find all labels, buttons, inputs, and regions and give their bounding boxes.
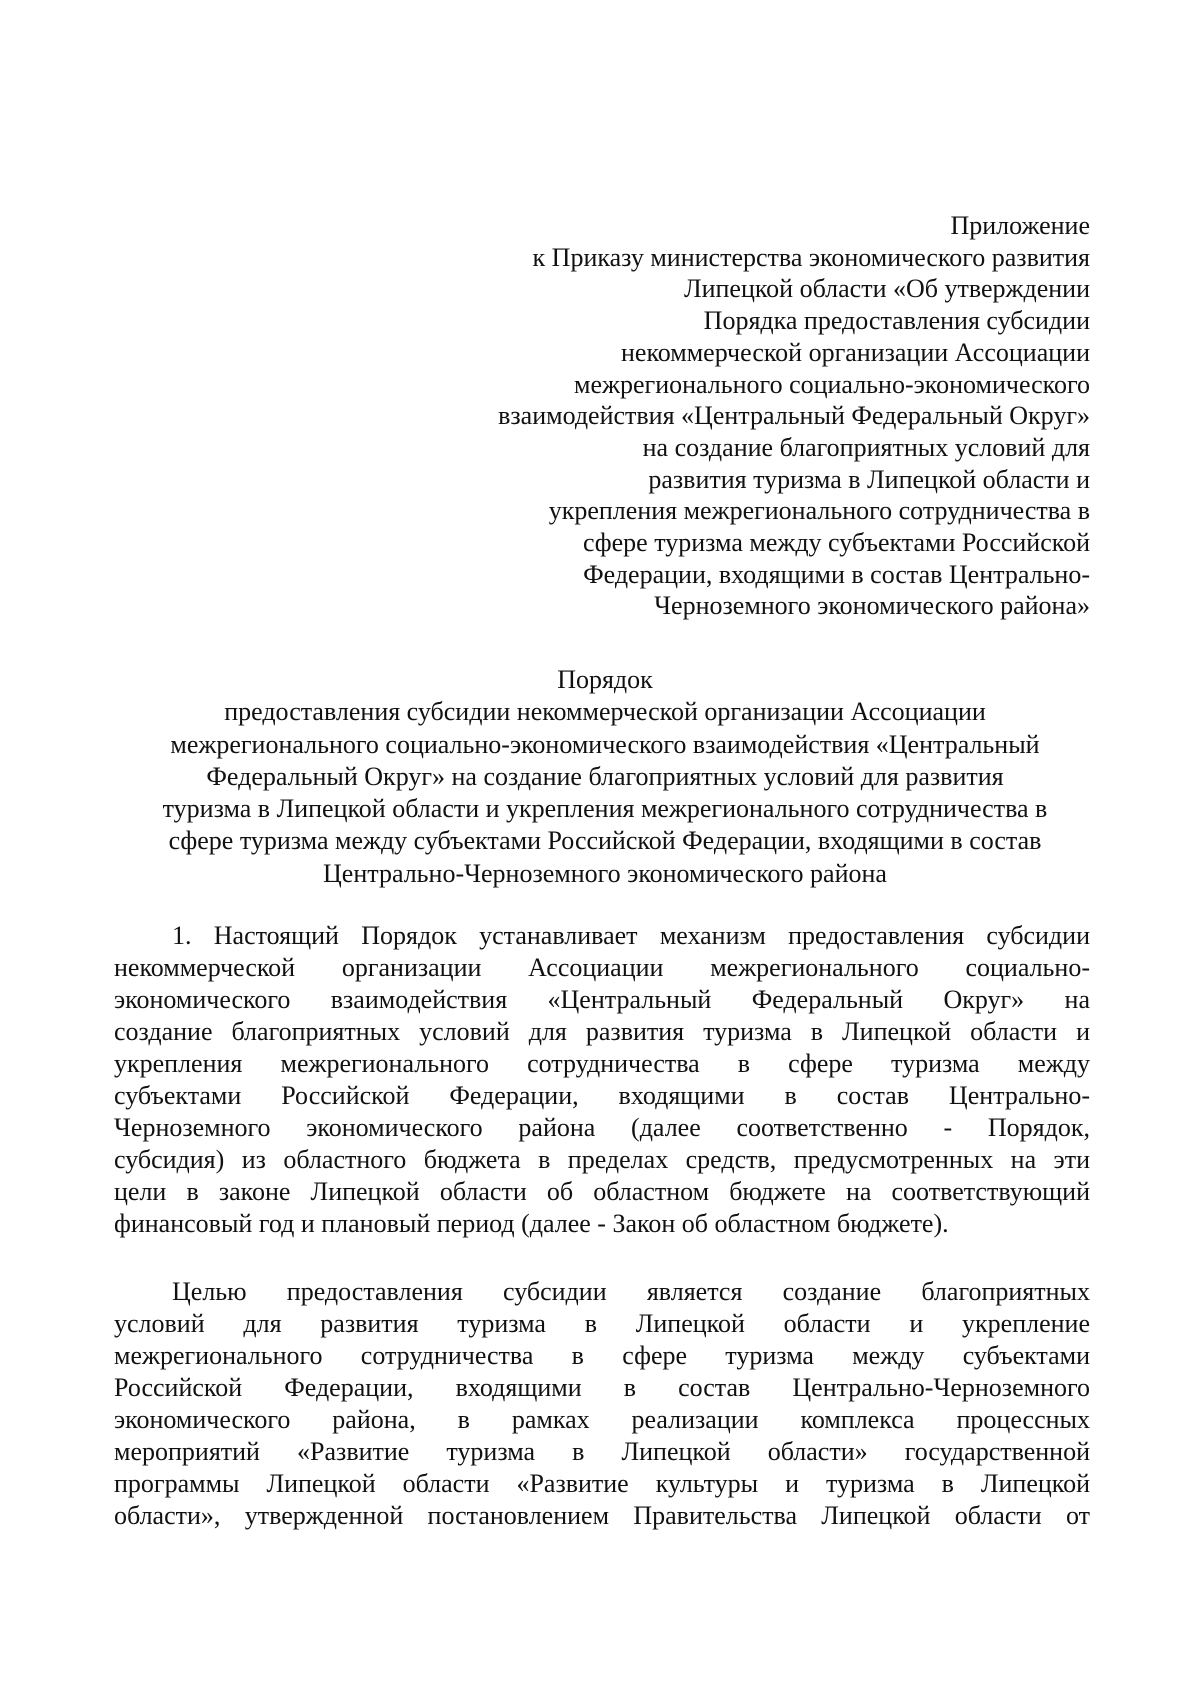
appendix-line: развития туризма в Липецкой области и (648, 464, 1090, 494)
paragraph-line: Российской Федерации, входящими в состав Центрально-Черноземного (114, 1373, 1090, 1402)
title-line: межрегионального социально-экономического взаимодействия «Центральный (170, 729, 1040, 759)
paragraph-line: экономического района, в рамках реализации комплекса процессных (114, 1405, 1090, 1434)
appendix-header (498, 210, 1090, 622)
appendix-line: на создание благоприятных условий для (642, 432, 1090, 462)
appendix-line: Федерации, входящими в состав Центрально- (583, 559, 1090, 589)
paragraph-line: Черноземного экономического района (далее соответственно - Порядок, (114, 1113, 1090, 1142)
paragraph-1 (114, 920, 1090, 1240)
paragraph-line: субсидия) из областного бюджета в пределах средств, предусмотренных на эти (114, 1145, 1090, 1174)
appendix-line: межрегионального социально-экономического (574, 369, 1090, 399)
paragraph-line: области», утвержденной постановлением Правительства Липецкой области от (114, 1501, 1090, 1530)
appendix-line: Приложение (950, 211, 1090, 240)
paragraph-line: Целью предоставления субсидии является создание благоприятных (172, 1277, 1090, 1306)
appendix-line: взаимодействия «Центральный Федеральный Округ» (498, 401, 1090, 431)
title-line: сфере туризма между субъектами Российской Федерации, входящими в состав (168, 826, 1042, 856)
paragraph-line: мероприятий «Развитие туризма в Липецкой области» государственной (114, 1437, 1090, 1466)
appendix-line: к Приказу министерства экономического развития (532, 242, 1090, 272)
appendix-line: сфере туризма между субъектами Российской (582, 528, 1090, 558)
paragraph-line: финансовый год и плановый период (далее - Закон об областном бюджете). (114, 1209, 949, 1238)
paragraph-line: 1. Настоящий Порядок устанавливает механизм предоставления субсидии (172, 921, 1090, 950)
appendix-line: Черноземного экономического района» (654, 591, 1090, 621)
title-line: предоставления субсидии некоммерческой организации Ассоциации (224, 697, 986, 727)
paragraph-line: создание благоприятных условий для развития туризма в Липецкой области и (114, 1017, 1090, 1046)
appendix-line: некоммерческой организации Ассоциации (620, 337, 1090, 367)
paragraph-line: субъектами Российской Федерации, входящими в состав Центрально- (114, 1081, 1090, 1110)
paragraph-line: межрегионального сотрудничества в сфере туризма между субъектами (114, 1341, 1090, 1370)
appendix-line: укрепления межрегионального сотрудничества в (548, 496, 1090, 526)
paragraph-line: программы Липецкой области «Развитие культуры и туризма в Липецкой (114, 1469, 1090, 1498)
title-line: Центрально-Черноземного экономического района (323, 858, 887, 888)
title-line: туризма в Липецкой области и укрепления межрегионального сотрудничества в (162, 794, 1048, 824)
paragraph-line: некоммерческой организации Ассоциации межрегионального социально- (114, 953, 1090, 982)
paragraph-2 (114, 1276, 1090, 1532)
document-title (0, 664, 1200, 890)
appendix-line: Порядка предоставления субсидии (703, 306, 1090, 336)
paragraph-line: экономического взаимодействия «Центральный Федеральный Округ» на (114, 985, 1090, 1014)
title-heading: Порядок (557, 665, 653, 694)
paragraph-line: укрепления межрегионального сотрудничества в сфере туризма между (114, 1049, 1090, 1078)
title-line: Федеральный Округ» на создание благоприятных условий для развития (206, 761, 1004, 791)
paragraph-line: условий для развития туризма в Липецкой области и укрепление (114, 1309, 1090, 1338)
paragraph-line: цели в законе Липецкой области об областном бюджете на соответствующий (114, 1177, 1090, 1206)
appendix-line: Липецкой области «Об утверждении (683, 274, 1090, 304)
